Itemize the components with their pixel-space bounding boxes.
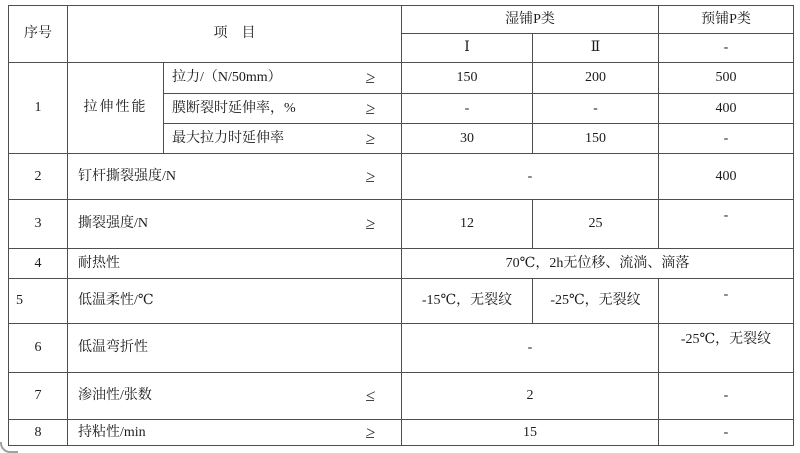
header-wet-group: 湿铺P类: [402, 6, 659, 34]
cell-group-label: 拉伸性能: [68, 63, 164, 154]
cell-item: [68, 324, 402, 373]
cell-value: -25℃，无裂纹: [533, 279, 659, 324]
cell-value: 70℃，2h无位移、流淌、滴落: [402, 249, 794, 279]
gte-symbol: ≥: [364, 422, 377, 442]
cell-item: [68, 279, 402, 324]
cell-seq: 5: [9, 279, 68, 324]
cell-item: [164, 124, 402, 154]
header-pre-sub: -: [659, 34, 794, 63]
cell-item: [68, 249, 402, 279]
cell-value: 150: [402, 63, 533, 94]
cell-value: 500: [659, 63, 794, 94]
cell-seq: 4: [9, 249, 68, 279]
cell-item: [68, 373, 402, 420]
cell-item: [164, 94, 402, 124]
table-row: [9, 200, 794, 249]
cell-value: -: [402, 94, 533, 124]
cell-item: [164, 63, 402, 94]
header-wet-type1: Ⅰ: [402, 34, 533, 63]
item-label: 持粘性/min: [78, 424, 146, 440]
cell-value: 150: [533, 124, 659, 154]
table-row: [9, 420, 794, 446]
cell-value: -: [533, 94, 659, 124]
lte-symbol: ≤: [364, 386, 377, 406]
item-label: 拉力/（N/50mm）: [172, 70, 282, 86]
gte-symbol: ≥: [364, 214, 377, 234]
table-row: [9, 154, 794, 200]
table-row: [9, 324, 794, 373]
scan-corner-artifact: [0, 442, 18, 453]
cell-value: -25℃，无裂纹: [659, 324, 794, 373]
cell-seq: 8: [9, 420, 68, 446]
cell-value: -: [402, 324, 659, 373]
cell-value: -: [659, 200, 794, 249]
cell-value: 12: [402, 200, 533, 249]
cell-value: 400: [659, 154, 794, 200]
item-label: 耐热性: [78, 255, 120, 271]
table-row: [9, 373, 794, 420]
cell-item: [68, 200, 402, 249]
spec-table: [8, 5, 794, 446]
cell-seq: 7: [9, 373, 68, 420]
item-label: 撕裂强度/N: [78, 216, 148, 232]
item-label: 低温弯折性: [78, 340, 148, 356]
item-label: 低温柔性/℃: [78, 293, 154, 309]
cell-value: -15℃，无裂纹: [402, 279, 533, 324]
table-row: [9, 249, 794, 279]
cell-value: 400: [659, 94, 794, 124]
cell-item: [68, 420, 402, 446]
cell-seq: 2: [9, 154, 68, 200]
cell-value: -: [659, 124, 794, 154]
header-item: 项 目: [68, 6, 402, 63]
table-row: [9, 279, 794, 324]
header-pre-group: 预铺P类: [659, 6, 794, 34]
item-label: 膜断裂时延伸率，%: [172, 100, 296, 116]
cell-seq: 6: [9, 324, 68, 373]
cell-value: 25: [533, 200, 659, 249]
cell-value: -: [659, 420, 794, 446]
header-wet-type2: Ⅱ: [533, 34, 659, 63]
cell-value: -: [402, 154, 659, 200]
header-row-1: [9, 6, 794, 34]
header-no: 序号: [9, 6, 68, 63]
cell-value: 2: [402, 373, 659, 420]
table-row: [9, 63, 794, 94]
cell-item: [68, 154, 402, 200]
gte-symbol: ≥: [364, 166, 377, 186]
gte-symbol: ≥: [364, 128, 377, 148]
cell-value: 200: [533, 63, 659, 94]
cell-seq: 3: [9, 200, 68, 249]
cell-value: -: [659, 279, 794, 324]
gte-symbol: ≥: [364, 68, 377, 88]
cell-value: 15: [402, 420, 659, 446]
item-label: 最大拉力时延伸率: [172, 130, 284, 146]
item-label: 钉杆撕裂强度/N: [78, 168, 176, 184]
gte-symbol: ≥: [364, 98, 377, 118]
cell-seq: 1: [9, 63, 68, 154]
cell-value: -: [659, 373, 794, 420]
cell-value: 30: [402, 124, 533, 154]
item-label: 渗油性/张数: [78, 388, 152, 404]
